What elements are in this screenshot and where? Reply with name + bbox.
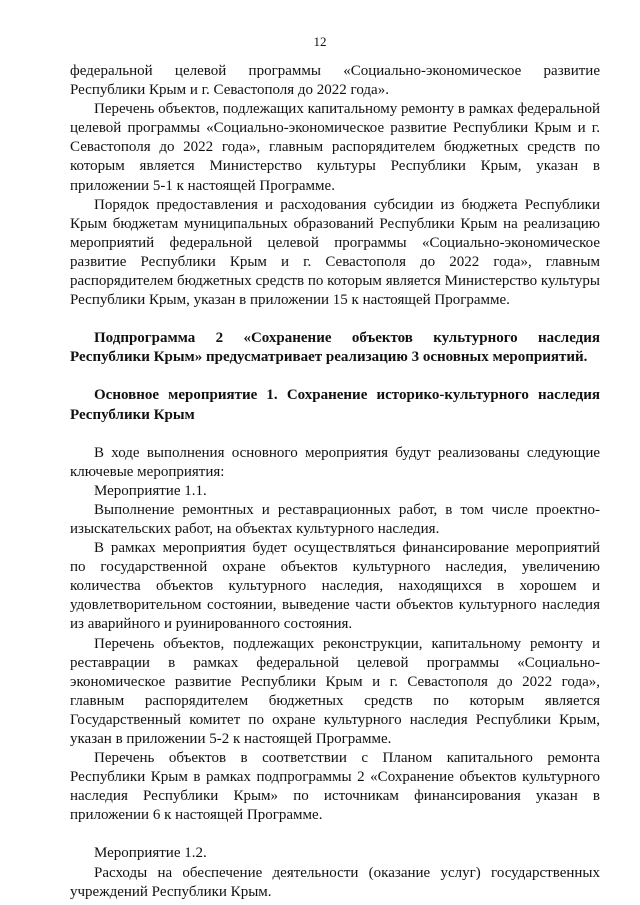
activity-1-2-label: Мероприятие 1.2. <box>94 845 207 862</box>
spacer <box>70 310 600 329</box>
subprogram-2-heading: Подпрограмма 2 «Сохранение объектов культурного наследия Республики Крым» предусматривает реализацию 3 основных мероприятий. <box>70 330 600 366</box>
paragraph-reconstruction-list: Перечень объектов, подлежащих реконструкции, капитальному ремонту и реставрации в рамках федеральной целевой программы «Социально-экономическое развитие Республики Крым и г. Севастополя до 2022 года», главным распорядителем бюджетных средств по которым является Государственный комитет по охране культурного наследия Республики Крым, указан в приложении 5-2 к настоящей Программе. <box>70 635 600 747</box>
paragraph-capital-repair-list: Перечень объектов, подлежащих капитальному ремонту в рамках федеральной целевой программы «Социально-экономическое развитие Республики Крым и г. Севастополя до 2022 года», главным распорядителем бюджетных средств по которым является Министерство культуры Республики Крым, указан в приложении 5-1 к настоящей Программе. <box>70 101 600 194</box>
paragraph-financing-protection: В рамках мероприятия будет осуществляться финансирование мероприятий по государственной охране объектов культурного наследия, увеличению количества объектов культурного наследия, находящихся в хорошем и удовлетворительном состоянии, выведение части объектов культурного наследия из аварийного и руинированного состояния. <box>70 540 600 633</box>
spacer <box>70 425 600 444</box>
paragraph-repair-restoration: Выполнение ремонтных и реставрационных работ, в том числе проектно-изыскательских работ, на объектах культурного наследия. <box>70 501 600 537</box>
spacer <box>70 825 600 844</box>
paragraph-fcp-continuation: федеральной целевой программы «Социально-экономическое развитие Республики Крым и г. Севастополя до 2022 года». <box>70 63 600 99</box>
paragraph-key-activities-intro: В ходе выполнения основного мероприятия будут реализованы следующие ключевые мероприятия: <box>70 444 600 480</box>
page-number: 12 <box>313 34 327 49</box>
paragraph-subsidy-procedure: Порядок предоставления и расходования субсидии из бюджета Республики Крым бюджетам муниципальных образований Республики Крым на реализацию мероприятий федеральной целевой программы «Социально-экономическое развитие Республики Крым и г. Севастополя до 2022 года», главным распорядителем бюджетных средств по которым является Министерство культуры Республики Крым, указан в приложении 15 к настоящей Программе. <box>70 196 600 309</box>
activity-1-1-label: Мероприятие 1.1. <box>94 482 207 499</box>
main-activity-1-heading: Основное мероприятие 1. Сохранение историко-культурного наследия Республики Крым <box>70 387 600 423</box>
document-body <box>70 62 600 902</box>
paragraph-capital-repair-plan: Перечень объектов в соответствии с Планом капитального ремонта Республики Крым в рамках подпрограммы 2 «Сохранение объектов культурного наследия Республики Крым» по источникам финансирования указан в приложении 6 к настоящей Программе. <box>70 750 600 824</box>
spacer <box>70 367 600 386</box>
paragraph-institution-expenses: Расходы на обеспечение деятельности (оказание услуг) государственных учреждений Республики Крым. <box>70 864 600 900</box>
